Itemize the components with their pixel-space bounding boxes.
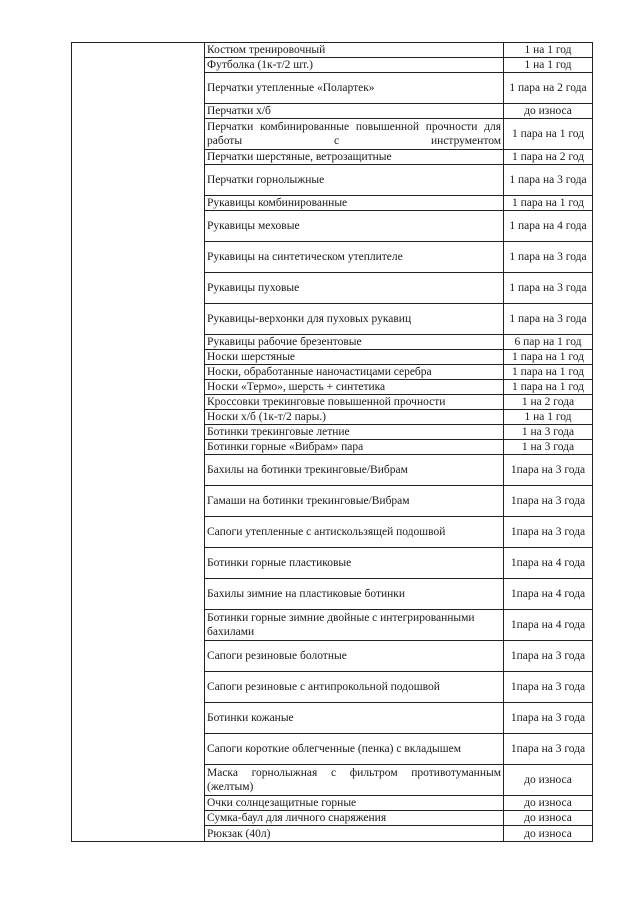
issue-norm-cell: до износа xyxy=(504,104,593,119)
issue-norm-cell: 1 пара на 1 год xyxy=(504,119,593,150)
issue-norm-cell: 6 пар на 1 год xyxy=(504,335,593,350)
item-name-cell: Очки солнцезащитные горные xyxy=(205,796,504,811)
issue-norm-cell: 1 пара на 2 год xyxy=(504,150,593,165)
empty-left-column xyxy=(72,43,205,842)
item-name-cell: Носки шерстяные xyxy=(205,350,504,365)
issue-norm-cell: 1 на 3 года xyxy=(504,440,593,455)
item-name-cell: Ботинки горные «Вибрам» пара xyxy=(205,440,504,455)
issue-norm-cell: 1пара на 3 года xyxy=(504,455,593,486)
item-name-cell: Бахилы на ботинки трекинговые/Вибрам xyxy=(205,455,504,486)
equipment-norms-table xyxy=(71,42,593,842)
issue-norm-cell: 1 пара на 1 год xyxy=(504,380,593,395)
issue-norm-cell: до износа xyxy=(504,796,593,811)
item-name-cell: Носки, обработанные наночастицами серебра xyxy=(205,365,504,380)
item-name-cell: Рукавицы комбинированные xyxy=(205,196,504,211)
item-name-cell: Рукавицы меховые xyxy=(205,211,504,242)
issue-norm-cell: 1 на 3 года xyxy=(504,425,593,440)
issue-norm-cell: 1 пара на 3 года xyxy=(504,242,593,273)
issue-norm-cell: 1пара на 4 года xyxy=(504,610,593,641)
issue-norm-cell: 1 на 2 года xyxy=(504,395,593,410)
item-name-cell: Перчатки комбинированные повышенной прочности для работы с инструментом xyxy=(205,119,504,150)
issue-norm-cell: 1 пара на 1 год xyxy=(504,350,593,365)
table-row xyxy=(72,43,593,58)
issue-norm-cell: 1пара на 4 года xyxy=(504,548,593,579)
item-name-cell: Гамаши на ботинки трекинговые/Вибрам xyxy=(205,486,504,517)
issue-norm-cell: 1пара на 3 года xyxy=(504,672,593,703)
issue-norm-cell: 1пара на 3 года xyxy=(504,517,593,548)
item-name-cell: Футболка (1к-т/2 шт.) xyxy=(205,58,504,73)
issue-norm-cell: 1 пара на 2 года xyxy=(504,73,593,104)
item-name-cell: Бахилы зимние на пластиковые ботинки xyxy=(205,579,504,610)
issue-norm-cell: до износа xyxy=(504,765,593,796)
item-name-cell: Сапоги утепленные с антискользящей подошвой xyxy=(205,517,504,548)
item-name-cell: Перчатки утепленные «Полартек» xyxy=(205,73,504,104)
issue-norm-cell: 1 на 1 год xyxy=(504,43,593,58)
issue-norm-cell: 1пара на 3 года xyxy=(504,703,593,734)
item-name-cell: Рукавицы рабочие брезентовые xyxy=(205,335,504,350)
issue-norm-cell: 1 пара на 1 год xyxy=(504,365,593,380)
issue-norm-cell: 1 пара на 3 года xyxy=(504,304,593,335)
item-name-cell: Рукавицы на синтетическом утеплителе xyxy=(205,242,504,273)
item-name-cell: Перчатки х/б xyxy=(205,104,504,119)
item-name-cell: Сапоги короткие облегченные (пенка) с вкладышем xyxy=(205,734,504,765)
issue-norm-cell: 1пара на 3 года xyxy=(504,486,593,517)
item-name-cell: Перчатки горнолыжные xyxy=(205,165,504,196)
item-name-cell: Ботинки трекинговые летние xyxy=(205,425,504,440)
item-name-cell: Носки х/б (1к-т/2 пары.) xyxy=(205,410,504,425)
item-name-cell: Сапоги резиновые болотные xyxy=(205,641,504,672)
issue-norm-cell: 1 пара на 3 года xyxy=(504,165,593,196)
item-name-cell: Носки «Термо», шерсть + синтетика xyxy=(205,380,504,395)
issue-norm-cell: 1 на 1 год xyxy=(504,410,593,425)
issue-norm-cell: 1пара на 3 года xyxy=(504,641,593,672)
item-name-cell: Костюм тренировочный xyxy=(205,43,504,58)
item-name-cell: Перчатки шерстяные, ветрозащитные xyxy=(205,150,504,165)
item-name-cell: Рукавицы пуховые xyxy=(205,273,504,304)
item-name-cell: Ботинки кожаные xyxy=(205,703,504,734)
item-name-cell: Ботинки горные зимние двойные с интегрированными бахилами xyxy=(205,610,504,641)
item-name-cell: Кроссовки трекинговые повышенной прочности xyxy=(205,395,504,410)
issue-norm-cell: 1 пара на 1 год xyxy=(504,196,593,211)
item-name-cell: Сумка-баул для личного снаряжения xyxy=(205,811,504,826)
issue-norm-cell: 1пара на 4 года xyxy=(504,579,593,610)
item-name-cell: Сапоги резиновые с антипрокольной подошвой xyxy=(205,672,504,703)
item-name-cell: Рукавицы-верхонки для пуховых рукавиц xyxy=(205,304,504,335)
issue-norm-cell: до износа xyxy=(504,826,593,842)
item-name-cell: Ботинки горные пластиковые xyxy=(205,548,504,579)
issue-norm-cell: 1пара на 3 года xyxy=(504,734,593,765)
item-name-cell: Маска горнолыжная с фильтром противотуманным (желтым) xyxy=(205,765,504,796)
issue-norm-cell: 1 пара на 3 года xyxy=(504,273,593,304)
issue-norm-cell: 1 пара на 4 года xyxy=(504,211,593,242)
item-name-cell: Рюкзак (40л) xyxy=(205,826,504,842)
issue-norm-cell: 1 на 1 год xyxy=(504,58,593,73)
issue-norm-cell: до износа xyxy=(504,811,593,826)
